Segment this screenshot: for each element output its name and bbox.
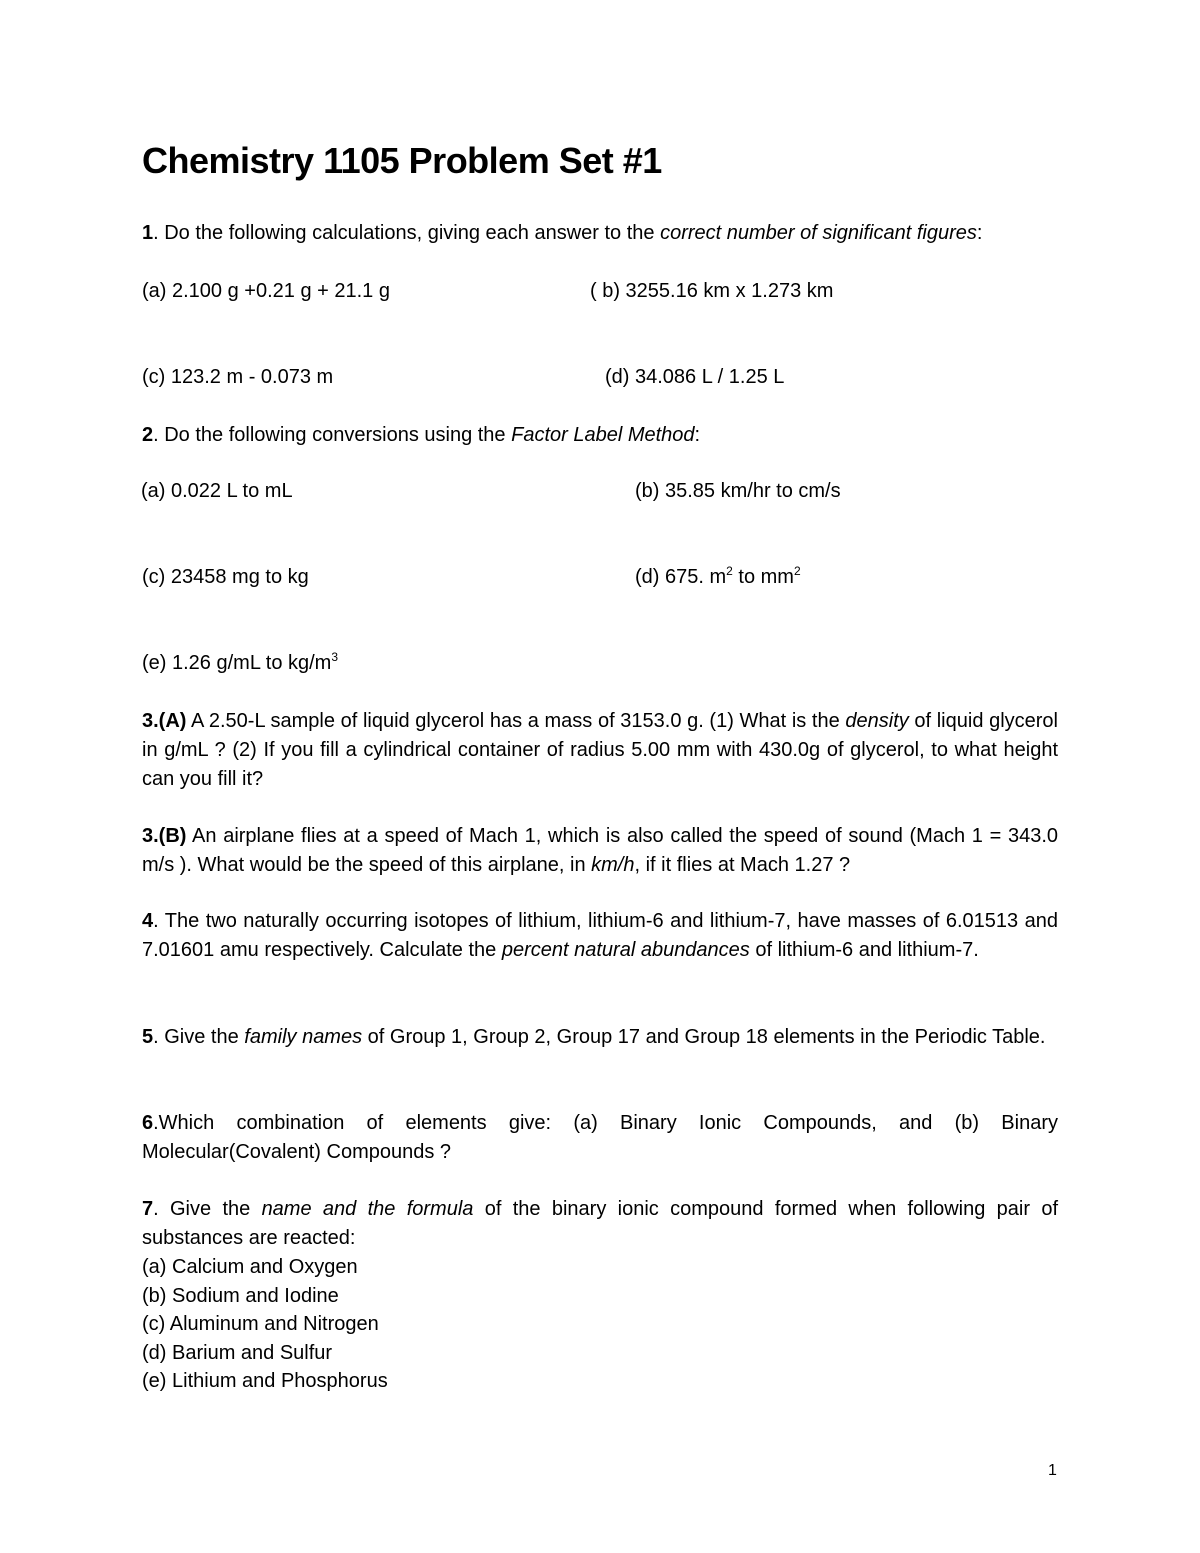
page-number: 1 (1048, 1462, 1057, 1479)
question-2b: (b) 35.85 km/hr to cm/s (635, 480, 841, 502)
question-2a: (a) 0.022 L to mL (141, 480, 293, 502)
question-2d: (d) 675. $m^2$ to $mm^2$ (635, 564, 801, 588)
question-1-number: 1 (142, 222, 154, 244)
list-item: (d) Barium and Sulfur (142, 1341, 333, 1364)
question-1a: (a) 2.100 g +0.21 g + 21.1 g (142, 280, 390, 302)
question-1d: (d) 34.086 L / 1.25 L (605, 366, 785, 388)
list-item: (b) Sodium and Iodine (142, 1284, 339, 1307)
question-6-number: 6 (142, 1112, 154, 1134)
question-5: 5. Give the family names of Group 1, Group 2, Group 17 and Group 18 elements in the Periodic Table. (142, 1026, 1046, 1048)
question-2-number: 2 (142, 424, 154, 446)
question-1b: ( b) 3255.16 km x 1.273 km (590, 280, 834, 302)
question-3b: 3.(B) An airplane flies at a speed of Mach 1, which is also called the speed of sound (Mach 1 = 343.0 m/s ). What would be the speed of this airplane, in km/h, if it flies at Mach 1.27 ? (142, 825, 1058, 876)
question-1-prompt: 1. Do the following calculations, giving each answer to the correct number of significant figures: (142, 222, 983, 244)
question-1c: (c) 123.2 m - 0.073 m (142, 366, 334, 388)
question-7: 7. Give the name and the formula of the binary ionic compound formed when following pair of substances are reacted: (142, 1198, 1059, 1249)
question-5-number: 5 (142, 1026, 154, 1048)
question-2c: (c) 23458 mg to kg (142, 566, 309, 588)
question-2-prompt: 2. Do the following conversions using the Factor Label Method: (142, 424, 701, 446)
question-3a: 3.(A) A 2.50-L sample of liquid glycerol has a mass of 3153.0 g. (1) What is the density of liquid glycerol in g/mL ? (2) If you fill a cylindrical container of radius 5.00 mm with 430.0g of glycerol, to what height can you fill it? (142, 710, 1059, 790)
question-7-number: 7 (142, 1198, 154, 1220)
question-3b-number: 3.(B) (142, 825, 187, 847)
list-item: (c) Aluminum and Nitrogen (142, 1313, 379, 1336)
question-4-number: 4 (142, 910, 154, 932)
list-item: (e) Lithium and Phosphorus (142, 1370, 388, 1393)
question-1-emphasis: correct number of significant figures (660, 222, 977, 244)
question-2e: (e) 1.26 g/mL to $kg/m^3$ (142, 650, 339, 674)
question-7-items (142, 1253, 388, 1396)
question-2-emphasis: Factor Label Method (511, 424, 695, 446)
question-4: 4. The two naturally occurring isotopes of lithium, lithium-6 and lithium-7, have masses of 6.01513 and 7.01601 amu respectively. Calculate the percent natural abundances of lithium-6 and lithium-7. (142, 910, 1058, 961)
page-title: Chemistry 1105 Problem Set #1 (142, 140, 662, 181)
question-3a-number: 3.(A) (142, 710, 187, 732)
list-item: (a) Calcium and Oxygen (142, 1256, 358, 1278)
question-6: 6.Which combination of elements give: (a) Binary Ionic Compounds, and (b) Binary Molecular(Covalent) Compounds ? (142, 1112, 1058, 1163)
